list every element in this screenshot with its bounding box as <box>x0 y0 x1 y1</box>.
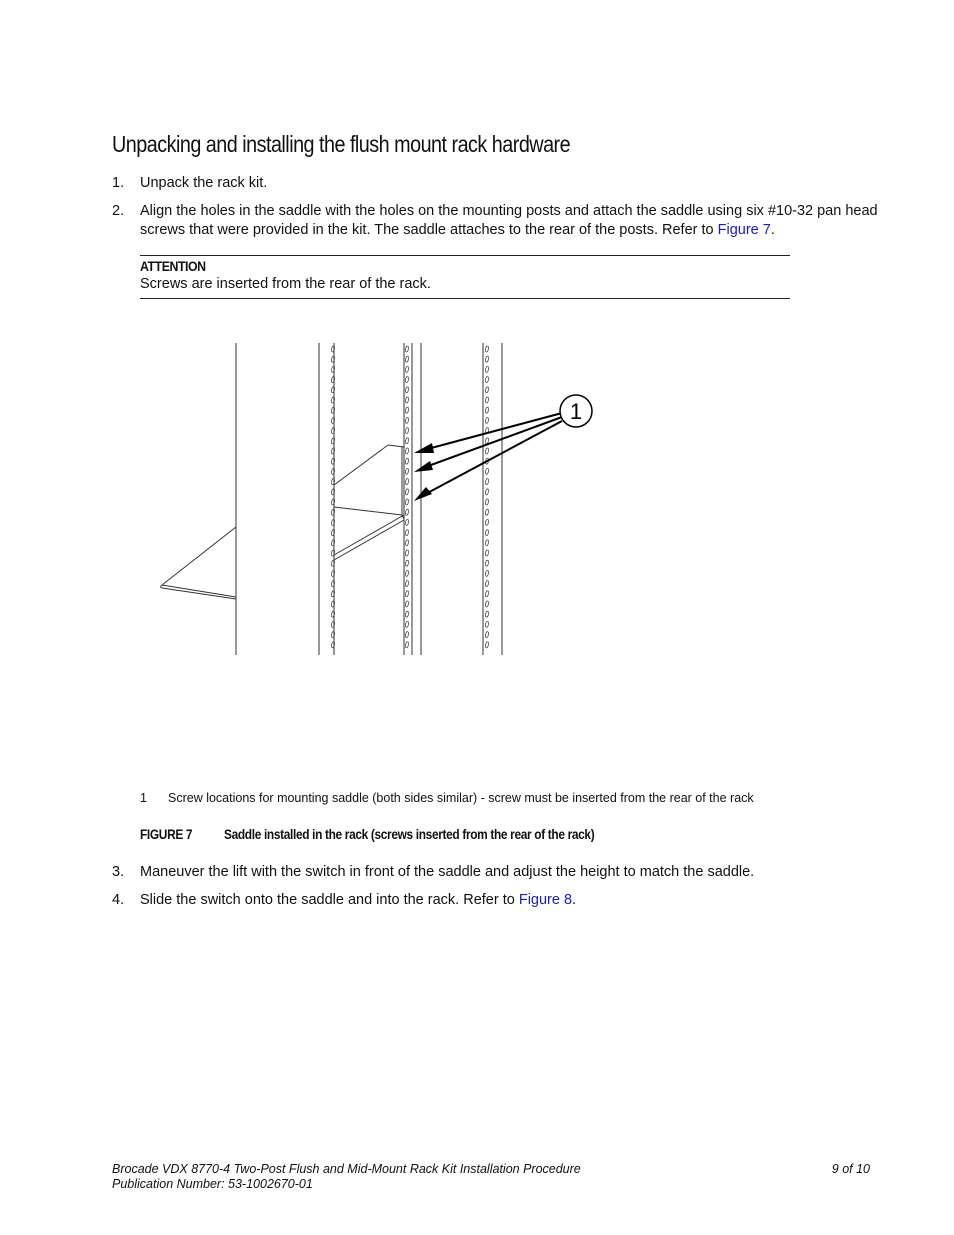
attention-box <box>140 255 790 299</box>
mounting-hole <box>405 438 409 444</box>
mounting-hole <box>405 387 409 393</box>
step-number: 1. <box>112 175 125 191</box>
mounting-hole <box>485 366 489 372</box>
section-title: Unpacking and installing the flush mount rack hardware <box>112 131 571 157</box>
mounting-hole <box>485 489 489 495</box>
figure-8-link[interactable]: Figure 8 <box>518 892 573 908</box>
step-text-after: . <box>770 222 775 238</box>
callout-text: Screw locations for mounting saddle (both sides similar) - screw must be inserted from the rear of the rack <box>168 791 754 805</box>
mounting-hole <box>485 376 489 382</box>
mounting-hole <box>405 621 409 627</box>
mounting-hole <box>405 560 409 566</box>
mounting-hole <box>485 580 489 586</box>
mounting-hole <box>405 611 409 617</box>
mounting-hole <box>405 529 409 535</box>
mounting-hole <box>405 468 409 474</box>
mounting-hole <box>405 570 409 576</box>
callout-number: 1 <box>140 791 147 805</box>
step-text-after: . <box>572 892 577 908</box>
mounting-hole <box>485 468 489 474</box>
step-text-before: Align the holes in the saddle with the holes on the mounting posts and attach the saddle using six #10-32 pan head screws that were provided in the kit. The saddle attaches to the rear of the posts. Refer to <box>140 203 878 238</box>
mounting-hole <box>405 540 409 546</box>
footer-publication-number: Publication Number: 53-1002670-01 <box>112 1177 313 1191</box>
mounting-hole <box>405 591 409 597</box>
mounting-hole <box>485 387 489 393</box>
step-text-before: Slide the switch onto the saddle and into the rack. Refer to <box>140 892 519 908</box>
mounting-hole <box>405 397 409 403</box>
attention-text: Screws are inserted from the rear of the rack. <box>140 276 431 292</box>
mounting-hole <box>485 519 489 525</box>
mounting-hole <box>485 621 489 627</box>
mounting-hole <box>485 397 489 403</box>
attention-title: ATTENTION <box>140 258 206 274</box>
mounting-hole <box>405 580 409 586</box>
step-number: 2. <box>112 203 125 219</box>
figure-7-link[interactable]: Figure 7 <box>717 222 771 238</box>
mounting-hole <box>405 366 409 372</box>
step-text: Unpack the rack kit. <box>140 175 268 191</box>
mounting-hole <box>405 601 409 607</box>
mounting-hole <box>485 346 489 352</box>
mounting-hole <box>405 489 409 495</box>
mounting-hole <box>405 356 409 362</box>
mounting-hole <box>485 560 489 566</box>
step-text <box>140 202 880 240</box>
mounting-hole <box>485 499 489 505</box>
mounting-hole <box>405 407 409 413</box>
step-number: 4. <box>112 892 125 908</box>
mounting-hole <box>485 601 489 607</box>
step-text: Maneuver the lift with the switch in front of the saddle and adjust the height to match the saddle. <box>140 864 755 880</box>
figure-label: FIGURE 7 <box>140 826 193 842</box>
mounting-hole <box>485 570 489 576</box>
mounting-hole <box>485 591 489 597</box>
figure-title: Saddle installed in the rack (screws inserted from the rear of the rack) <box>224 826 595 842</box>
mounting-hole <box>405 346 409 352</box>
mounting-hole <box>405 376 409 382</box>
mounting-hole <box>405 448 409 454</box>
mounting-hole <box>485 407 489 413</box>
callout-marker: 1 <box>569 399 583 424</box>
mounting-hole <box>485 540 489 546</box>
mounting-hole <box>405 458 409 464</box>
step-number: 3. <box>112 864 125 880</box>
mounting-hole <box>485 529 489 535</box>
mounting-hole <box>405 519 409 525</box>
footer-page-number: 9 of 10 <box>831 1162 870 1176</box>
mounting-hole <box>485 478 489 484</box>
mounting-hole <box>485 356 489 362</box>
rack-drawing <box>150 335 610 665</box>
mounting-hole <box>485 417 489 423</box>
mounting-hole <box>405 417 409 423</box>
step-text <box>140 891 880 910</box>
mounting-hole <box>405 427 409 433</box>
footer-doc-title: Brocade VDX 8770-4 Two-Post Flush and Mid-Mount Rack Kit Installation Procedure <box>112 1162 581 1176</box>
mounting-hole <box>405 499 409 505</box>
mounting-hole <box>405 509 409 515</box>
mounting-hole <box>485 642 489 648</box>
mounting-hole <box>485 509 489 515</box>
mounting-hole <box>485 611 489 617</box>
page-footer <box>112 1162 870 1192</box>
mounting-hole <box>405 478 409 484</box>
mounting-hole <box>485 631 489 637</box>
mounting-hole <box>485 448 489 454</box>
mounting-hole <box>405 631 409 637</box>
mounting-hole <box>405 642 409 648</box>
mounting-hole <box>405 550 409 556</box>
mounting-hole <box>485 550 489 556</box>
rack-saddle-illustration <box>150 335 610 670</box>
